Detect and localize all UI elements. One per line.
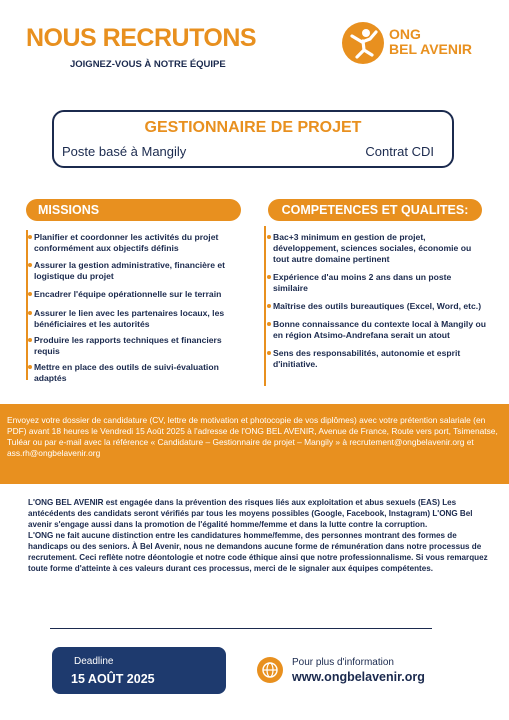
list-item: Planifier et coordonner les activités du projet conformément aux objectifs définis (34, 232, 244, 254)
application-band (0, 404, 509, 484)
website-link[interactable]: www.ongbelavenir.org (292, 670, 425, 684)
list-item: Assurer la gestion administrative, financière et logistique du projet (34, 260, 244, 282)
list-item: Mettre en place des outils de suivi-évaluation adaptés (34, 362, 244, 384)
job-title: GESTIONNAIRE DE PROJET (144, 119, 362, 136)
competences-list (273, 232, 488, 370)
globe-icon (257, 657, 283, 683)
list-item: Expérience d'au moins 2 ans dans un poste similaire (273, 272, 488, 294)
missions-divider (26, 230, 28, 380)
ethics-paragraph: L'ONG ne fait aucune distinction entre les candidatures homme/femme, des personnes montrant des formes de handicaps ou des seniors. À Bel Avenir, nous ne demandons aucune forme de rémunération dans notre processus de recrutement. Ceci reflète notre déontologie et notre code éthique ainsi que notre professionnalisme. Si vous remarquez toute forme d'atteinte à ces valeurs durant ces processus, merci de le signaler aux équipes compétentes. (28, 531, 488, 573)
competences-divider (264, 226, 266, 386)
missions-heading: MISSIONS (26, 199, 241, 221)
deadline-box (52, 647, 226, 694)
missions-list (34, 232, 244, 384)
application-instructions: Envoyez votre dossier de candidature (CV, lettre de motivation et photocopie de vos diplômes) avec votre prétention salariale (en PDF) avant 18 heures le Vendredi 15 Août 2025 à l'adresse de l'ONG BEL AVENIR, Avenue de France, Route vers port, Tsimenatse, Tuléar ou par e-mail avec la référence « Candidature – Gestionnaire de projet – Mangily » à recrutement@ongbelavenir.org et ass.rh@ongbelavenir.org (7, 415, 498, 458)
job-location: Poste basé à Mangily (62, 144, 187, 159)
divider (50, 628, 432, 629)
list-item: Maîtrise des outils bureautiques (Excel, Word, etc.) (273, 301, 488, 312)
info-label: Pour plus d'information (292, 657, 394, 668)
list-item: Produire les rapports techniques et financiers requis (34, 335, 244, 357)
job-contract: Contrat CDI (365, 144, 434, 159)
logo-line-2: BEL AVENIR (389, 41, 472, 57)
org-logo (342, 22, 487, 66)
list-item: Bonne connaissance du contexte local à Mangily ou en région Atsimo-Andrefana serait un atout (273, 319, 488, 341)
list-item: Bac+3 minimum en gestion de projet, développement, sciences sociales, économie ou tout autre domaine pertinent (273, 232, 488, 265)
deadline-label: Deadline (74, 656, 114, 667)
page-title: NOUS RECRUTONS (26, 24, 257, 52)
job-summary-box (52, 110, 454, 168)
ethics-paragraph: L'ONG BEL AVENIR est engagée dans la prévention des risques liés aux exploitation et abus sexuels (EAS) Les antécédents des candidats seront vérifiés par tous les moyens possibles (Google, Facebook, Instagram) L'ONG Bel avenir s'engage aussi dans la promotion de l'égalité homme/femme et dans la lutte contre la corruption. (28, 498, 473, 529)
person-jumping-icon (342, 22, 384, 64)
list-item: Encadrer l'équipe opérationnelle sur le terrain (34, 289, 244, 300)
ethics-statement (28, 497, 488, 574)
page-subtitle: JOIGNEZ-VOUS À NOTRE ÉQUIPE (70, 59, 226, 70)
competences-heading: COMPETENCES ET QUALITES: (268, 199, 482, 221)
deadline-date: 15 AOÛT 2025 (71, 672, 155, 686)
logo-line-1: ONG (389, 26, 421, 42)
list-item: Sens des responsabilités, autonomie et esprit d'initiative. (273, 348, 488, 370)
list-item: Assurer le lien avec les partenaires locaux, les bénéficiaires et les autorités (34, 308, 244, 330)
